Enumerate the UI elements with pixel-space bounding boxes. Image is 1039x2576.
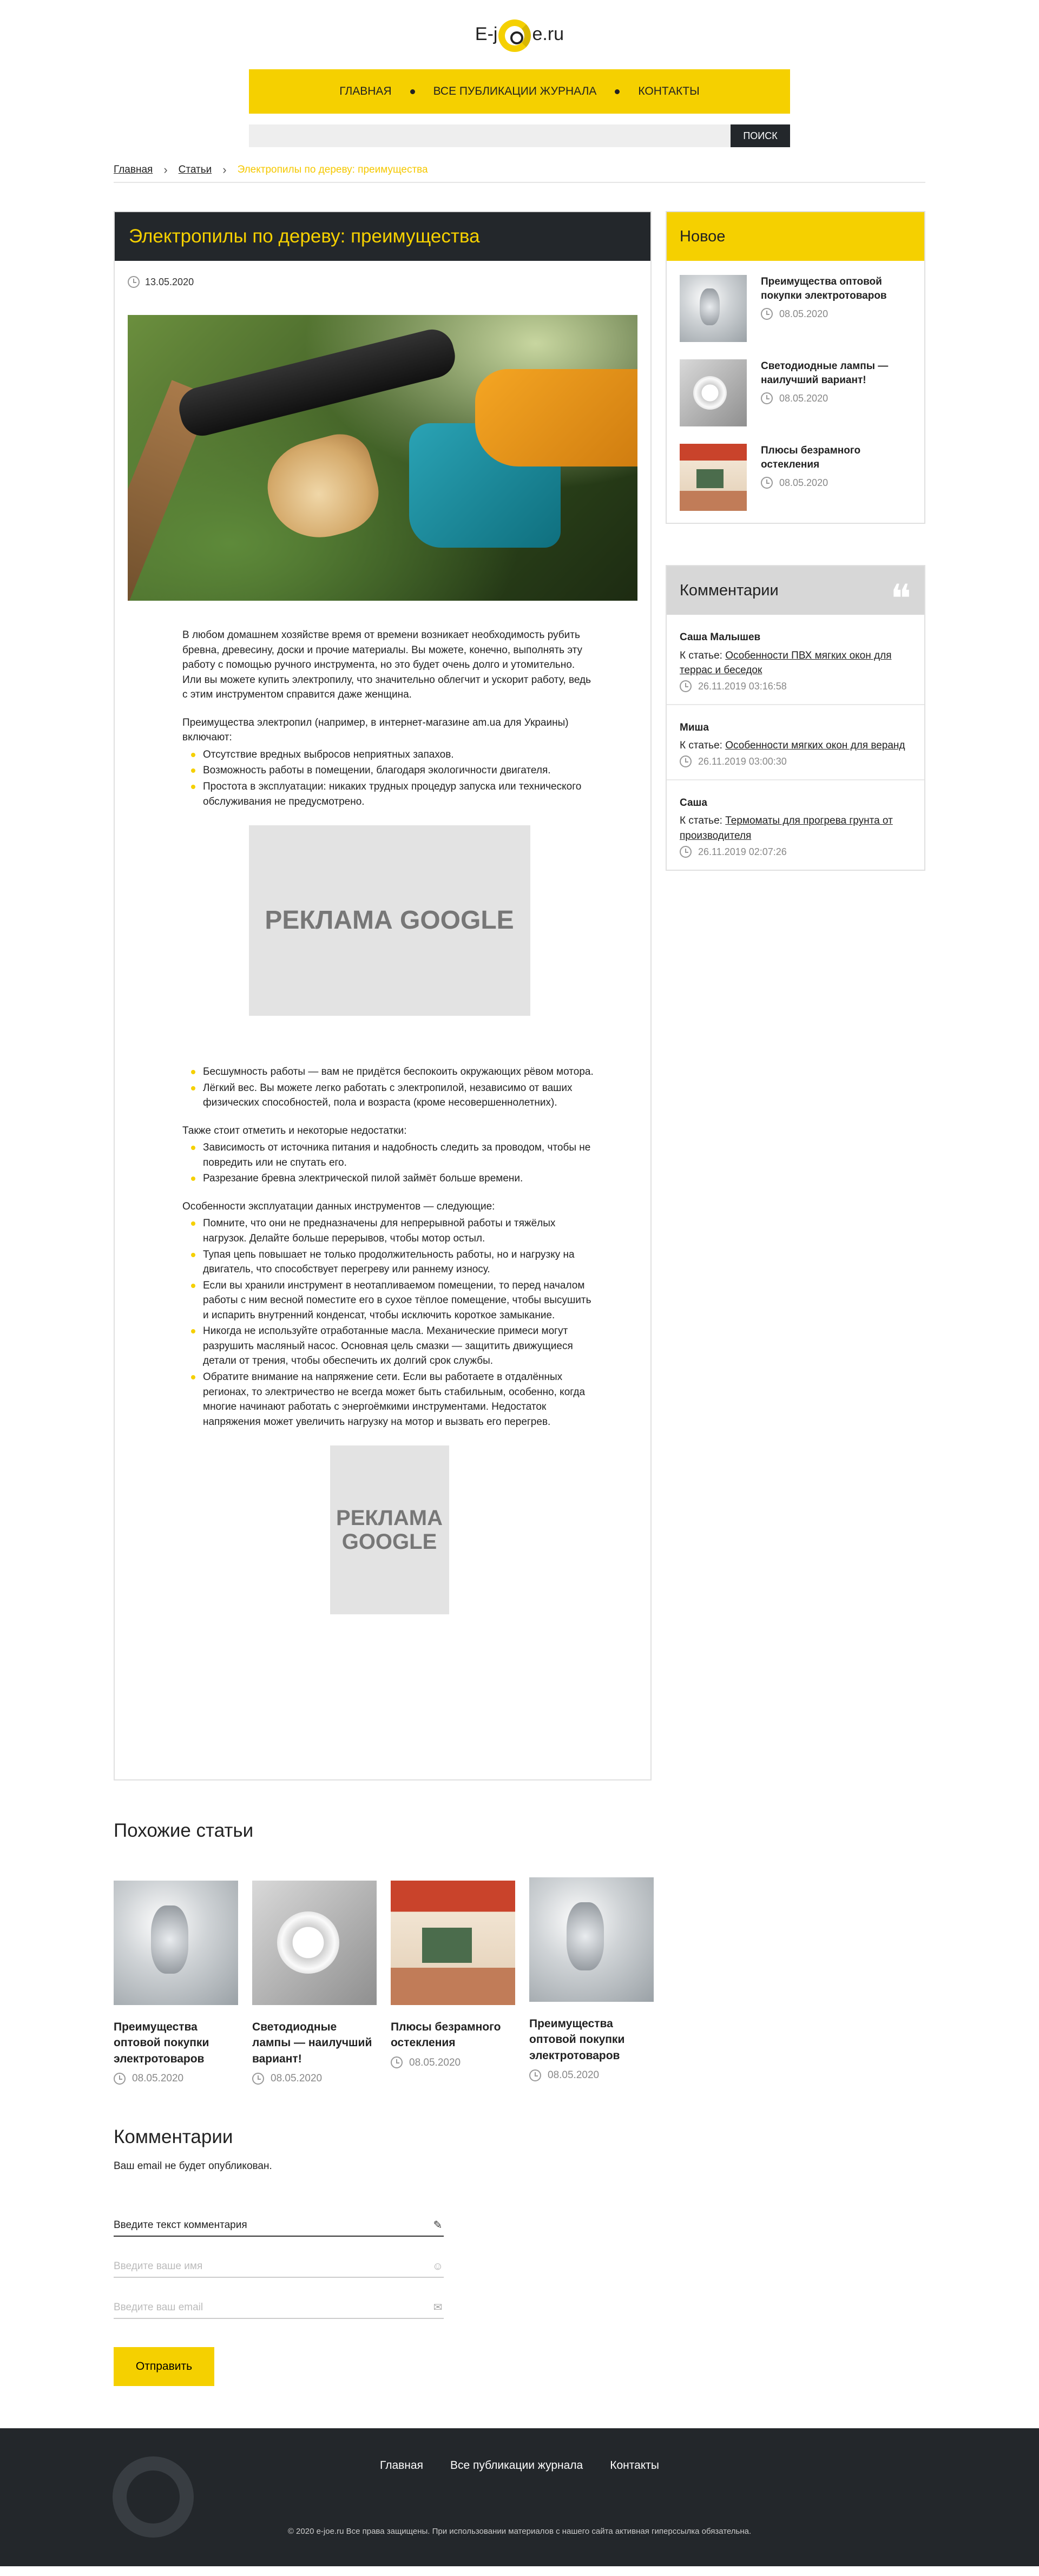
section-title: Похожие статьи [114, 1820, 254, 1841]
ad-banner-small[interactable]: РЕКЛАМА GOOGLE [330, 1445, 449, 1614]
comment-author: Саша Малышев [680, 632, 761, 643]
news-title[interactable]: Преимущества оптовой покупки электротоваров [761, 276, 887, 301]
news-thumbnail[interactable] [680, 359, 747, 426]
news-item[interactable] [667, 261, 924, 345]
related-articles [114, 1817, 925, 2086]
list-item: Лёгкий вес. Вы можете легко работать с электропилой, независимо от ваших физических способностей, пола и возраста (кроме несовершеннолетних). [190, 1081, 596, 1110]
new-posts-widget [666, 211, 925, 524]
sidebar [666, 211, 925, 1780]
pencil-icon: ✎ [433, 2219, 443, 2231]
chevron-right-icon: › [222, 163, 227, 177]
widget-title: Комментарии [680, 581, 779, 599]
article-body [115, 601, 650, 1614]
article-paragraph: В любом домашнем хозяйстве время от времени возникает необходимость рубить бревна, древесину, доски и прочие материалы. Вы можете, конечно, выполнять эту работу с помощью ручного инструмента, но это будет очень долго и утомительно. Или вы можете купить электропилу, что значительно облегчит и ускорит работу, ведь с этим инструментом справится даже женщина. [182, 629, 591, 701]
footer-logo-icon [113, 2456, 194, 2538]
email-field[interactable] [114, 2297, 444, 2319]
article-title: Электропилы по дереву: преимущества [115, 212, 650, 261]
envelope-icon: ✉ [433, 2301, 443, 2314]
name-field[interactable] [114, 2256, 444, 2278]
related-card[interactable] [391, 1881, 515, 2086]
related-date: 08.05.2020 [548, 2069, 600, 2081]
comment-text-placeholder: Введите текст комментария [114, 2219, 247, 2231]
related-title[interactable]: Светодиодные лампы — наилучший вариант! [252, 2020, 372, 2065]
news-title[interactable]: Плюсы безрамного остекления [761, 445, 861, 470]
comment-article-link[interactable]: Термоматы для прогрева грунта от производителя [680, 815, 893, 842]
search-input[interactable] [249, 124, 731, 147]
related-title[interactable]: Преимущества оптовой покупки электротоваров [529, 2017, 625, 2062]
list-item: Обратите внимание на напряжение сети. Если вы работаете в отдалённых регионах, то электричество не всегда может быть стабильным, особенно, когда многие начинают работать с энергоёмкими инструментами. Недостаток напряжения может увеличить нагрузку на мотор и вызвать его перегрев. [190, 1370, 596, 1429]
news-thumbnail[interactable] [680, 444, 747, 511]
name-placeholder: Введите ваше имя [114, 2260, 203, 2272]
ad-banner[interactable]: РЕКЛАМА GOOGLE [249, 825, 530, 1016]
clock-icon [391, 2056, 403, 2068]
logo-ring-icon [498, 19, 531, 52]
article-paragraph: Также стоит отметить и некоторые недостатки: [182, 1125, 407, 1136]
related-thumbnail[interactable] [252, 1881, 377, 2005]
news-date: 08.05.2020 [779, 308, 828, 320]
comment-item [667, 615, 924, 705]
clock-icon [761, 308, 773, 320]
comment-date: 26.11.2019 03:16:58 [698, 680, 787, 692]
widget-title: Новое [667, 212, 924, 261]
news-date: 08.05.2020 [779, 477, 828, 489]
usage-list [190, 1216, 596, 1429]
clock-icon [680, 680, 692, 692]
related-card[interactable] [114, 1881, 238, 2086]
breadcrumb [114, 158, 925, 183]
footer [0, 2428, 1039, 2566]
comment-form [114, 2124, 652, 2386]
submit-button[interactable]: Отправить [114, 2347, 214, 2386]
nav-separator [615, 89, 620, 94]
related-date: 08.05.2020 [132, 2072, 184, 2084]
clock-icon [680, 846, 692, 858]
related-thumbnail[interactable] [391, 1881, 515, 2005]
comment-text-field[interactable] [114, 2215, 444, 2237]
comment-form-note: Ваш email не будет опубликован. [114, 2160, 272, 2172]
comment-prefix: К статье: [680, 815, 722, 827]
drawbacks-list [190, 1140, 596, 1186]
related-card[interactable] [529, 1877, 654, 2086]
related-date: 08.05.2020 [409, 2056, 461, 2068]
email-placeholder: Введите ваш email [114, 2301, 203, 2313]
comment-item [667, 705, 924, 780]
related-date: 08.05.2020 [271, 2072, 323, 2084]
comments-widget [666, 565, 925, 871]
search-button[interactable]: ПОИСК [731, 124, 790, 147]
related-thumbnail[interactable] [114, 1881, 238, 2005]
comment-article-link[interactable]: Особенности ПВХ мягких окон для террас и беседок [680, 649, 892, 676]
comment-prefix: К статье: [680, 740, 722, 752]
copyright: © 2020 e-joe.ru Все права защищены. При использовании материалов с нашего сайта активная гиперссылка обязательна. [287, 2527, 752, 2536]
comment-author: Саша [680, 797, 707, 809]
list-item: Если вы хранили инструмент в неотапливаемом помещении, то перед началом работы с ним весной поместите его в сухое тёплое помещение, чтобы высушить и испарить внутренний конденсат, чтобы исключить короткое замыкание. [190, 1278, 596, 1323]
article-paragraph: Особенности эксплуатации данных инструментов — следующие: [182, 1200, 495, 1212]
logo-text-left: E-j [475, 24, 498, 45]
list-item: Простота в эксплуатации: никаких трудных процедур запуска или технического обслуживания не предусмотрено. [190, 779, 596, 809]
news-item[interactable] [667, 430, 924, 523]
news-item[interactable] [667, 345, 924, 430]
list-item: Бесшумность работы — вам не придётся беспокоить окружающих рёвом мотора. [190, 1064, 596, 1080]
list-item: Разрезание бревна электрической пилой займёт больше времени. [190, 1171, 596, 1186]
breadcrumb-section[interactable]: Статьи [178, 164, 212, 176]
list-item: Возможность работы в помещении, благодаря экологичности двигателя. [190, 763, 596, 778]
related-thumbnail[interactable] [529, 1877, 654, 2002]
list-item: Никогда не используйте отработанные масла. Механические примеси могут разрушить масляный насос. Основная цель смазки — защитить движущиеся детали от трения, чтобы обеспечить их долгий срок службы. [190, 1324, 596, 1369]
comment-author: Миша [680, 721, 709, 733]
breadcrumb-home[interactable]: Главная [114, 164, 153, 176]
nav-publications[interactable]: ВСЕ ПУБЛИКАЦИИ ЖУРНАЛА [433, 84, 597, 97]
quote-icon: ❝ [890, 576, 911, 621]
comment-item [667, 780, 924, 870]
nav-separator [410, 89, 415, 94]
clock-icon [761, 392, 773, 404]
comment-date: 26.11.2019 02:07:26 [698, 846, 787, 857]
user-icon: ☺ [432, 2260, 444, 2272]
related-card[interactable] [252, 1881, 377, 2086]
clock-icon [761, 477, 773, 489]
news-date: 08.05.2020 [779, 393, 828, 404]
clock-icon [128, 276, 140, 288]
site-logo[interactable] [0, 0, 1039, 48]
clock-icon [680, 755, 692, 767]
article-paragraph: Преимущества электропил (например, в интернет-магазине am.ua для Украины) включают: [182, 717, 569, 744]
breadcrumb-current: Электропилы по дереву: преимущества [237, 164, 428, 176]
footer-nav-contacts[interactable]: Контакты [610, 2459, 659, 2472]
article-date: 13.05.2020 [145, 277, 194, 287]
benefits-list-2 [190, 1064, 596, 1110]
article-hero-image [128, 315, 637, 601]
clock-icon [114, 2073, 126, 2085]
article-meta [115, 261, 650, 303]
list-item: Отсутствие вредных выбросов неприятных запахов. [190, 747, 596, 763]
main-nav [249, 69, 790, 114]
list-item: Помните, что они не предназначены для непрерывной работы и тяжёлых нагрузок. Делайте больше перерывов, чтобы мотор остыл. [190, 1216, 596, 1246]
comment-date: 26.11.2019 03:00:30 [698, 755, 787, 767]
footer-nav-home[interactable]: Главная [380, 2459, 423, 2472]
chevron-right-icon: › [163, 163, 168, 177]
nav-contacts[interactable]: КОНТАКТЫ [638, 84, 700, 97]
nav-home[interactable]: ГЛАВНАЯ [339, 84, 392, 97]
article [114, 211, 652, 1780]
widget-header [667, 566, 924, 621]
footer-nav-publications[interactable]: Все публикации журнала [450, 2459, 583, 2472]
related-title[interactable]: Плюсы безрамного остекления [391, 2020, 501, 2049]
logo-text-right: e.ru [532, 24, 564, 45]
list-item: Тупая цепь повышает не только продолжительность работы, но и нагрузку на двигатель, что способствует перегреву или раннему износу. [190, 1247, 596, 1277]
comment-article-link[interactable]: Особенности мягких окон для веранд [725, 740, 905, 752]
clock-icon [529, 2069, 541, 2081]
search-bar [249, 124, 790, 147]
comment-prefix: К статье: [680, 649, 722, 661]
news-thumbnail[interactable] [680, 275, 747, 342]
comment-form-title: Комментарии [114, 2126, 233, 2148]
clock-icon [252, 2073, 264, 2085]
news-title[interactable]: Светодиодные лампы — наилучший вариант! [761, 360, 889, 386]
list-item: Зависимость от источника питания и надобность следить за проводом, чтобы не повредить или не спутать его. [190, 1140, 596, 1170]
benefits-list [190, 747, 596, 809]
related-title[interactable]: Преимущества оптовой покупки электротоваров [114, 2020, 209, 2065]
